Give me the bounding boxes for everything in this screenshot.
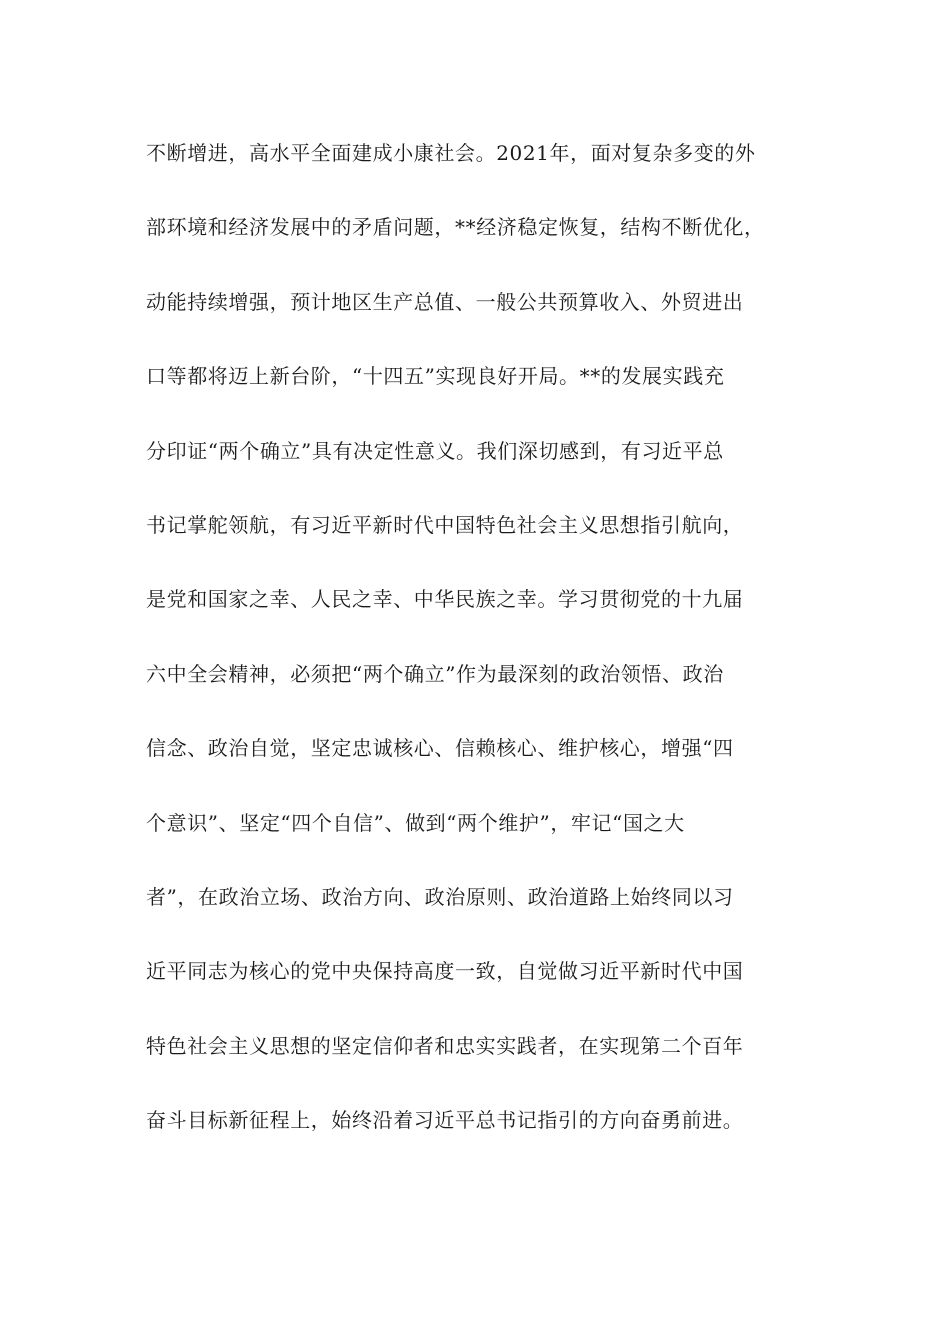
- text-line: 是党和国家之幸、人民之幸、中华民族之幸。学习贯彻党的十九届: [146, 587, 744, 612]
- text-line: 特色社会主义思想的坚定信仰者和忠实实践者，在实现第二个百年: [146, 1033, 744, 1058]
- text-line: 个意识”、坚定“四个自信”、做到“两个维护”，牢记“国之大: [146, 810, 685, 835]
- text-line: 部环境和经济发展中的矛盾问题，**经济稳定恢复，结构不断优化，: [146, 215, 765, 240]
- body-paragraph: [146, 134, 806, 1175]
- text-line: 六中全会精神，必须把“两个确立”作为最深刻的政治领悟、政治: [146, 661, 724, 686]
- text-line: 口等都将迈上新台阶，“十四五”实现良好开局。**的发展实践充: [146, 364, 725, 389]
- text-line: 书记掌舵领航，有习近平新时代中国特色社会主义思想指引航向，: [146, 512, 744, 537]
- text-line: 信念、政治自觉，坚定忠诚核心、信赖核心、维护核心，增强“四: [146, 736, 734, 761]
- text-line: 近平同志为核心的党中央保持高度一致，自觉做习近平新时代中国: [146, 959, 744, 984]
- text-line: 不断增进，高水平全面建成小康社会。2021年，面对复杂多变的外: [146, 141, 756, 165]
- text-line: 动能持续增强，预计地区生产总值、一般公共预算收入、外贸进出: [146, 289, 744, 314]
- text-line: 分印证“两个确立”具有决定性意义。我们深切感到，有习近平总: [146, 438, 724, 463]
- text-line: 奋斗目标新征程上，始终沿着习近平总书记指引的方向奋勇前进。: [146, 1108, 744, 1133]
- text-line: 者”，在政治立场、政治方向、政治原则、政治道路上始终同以习: [146, 884, 734, 909]
